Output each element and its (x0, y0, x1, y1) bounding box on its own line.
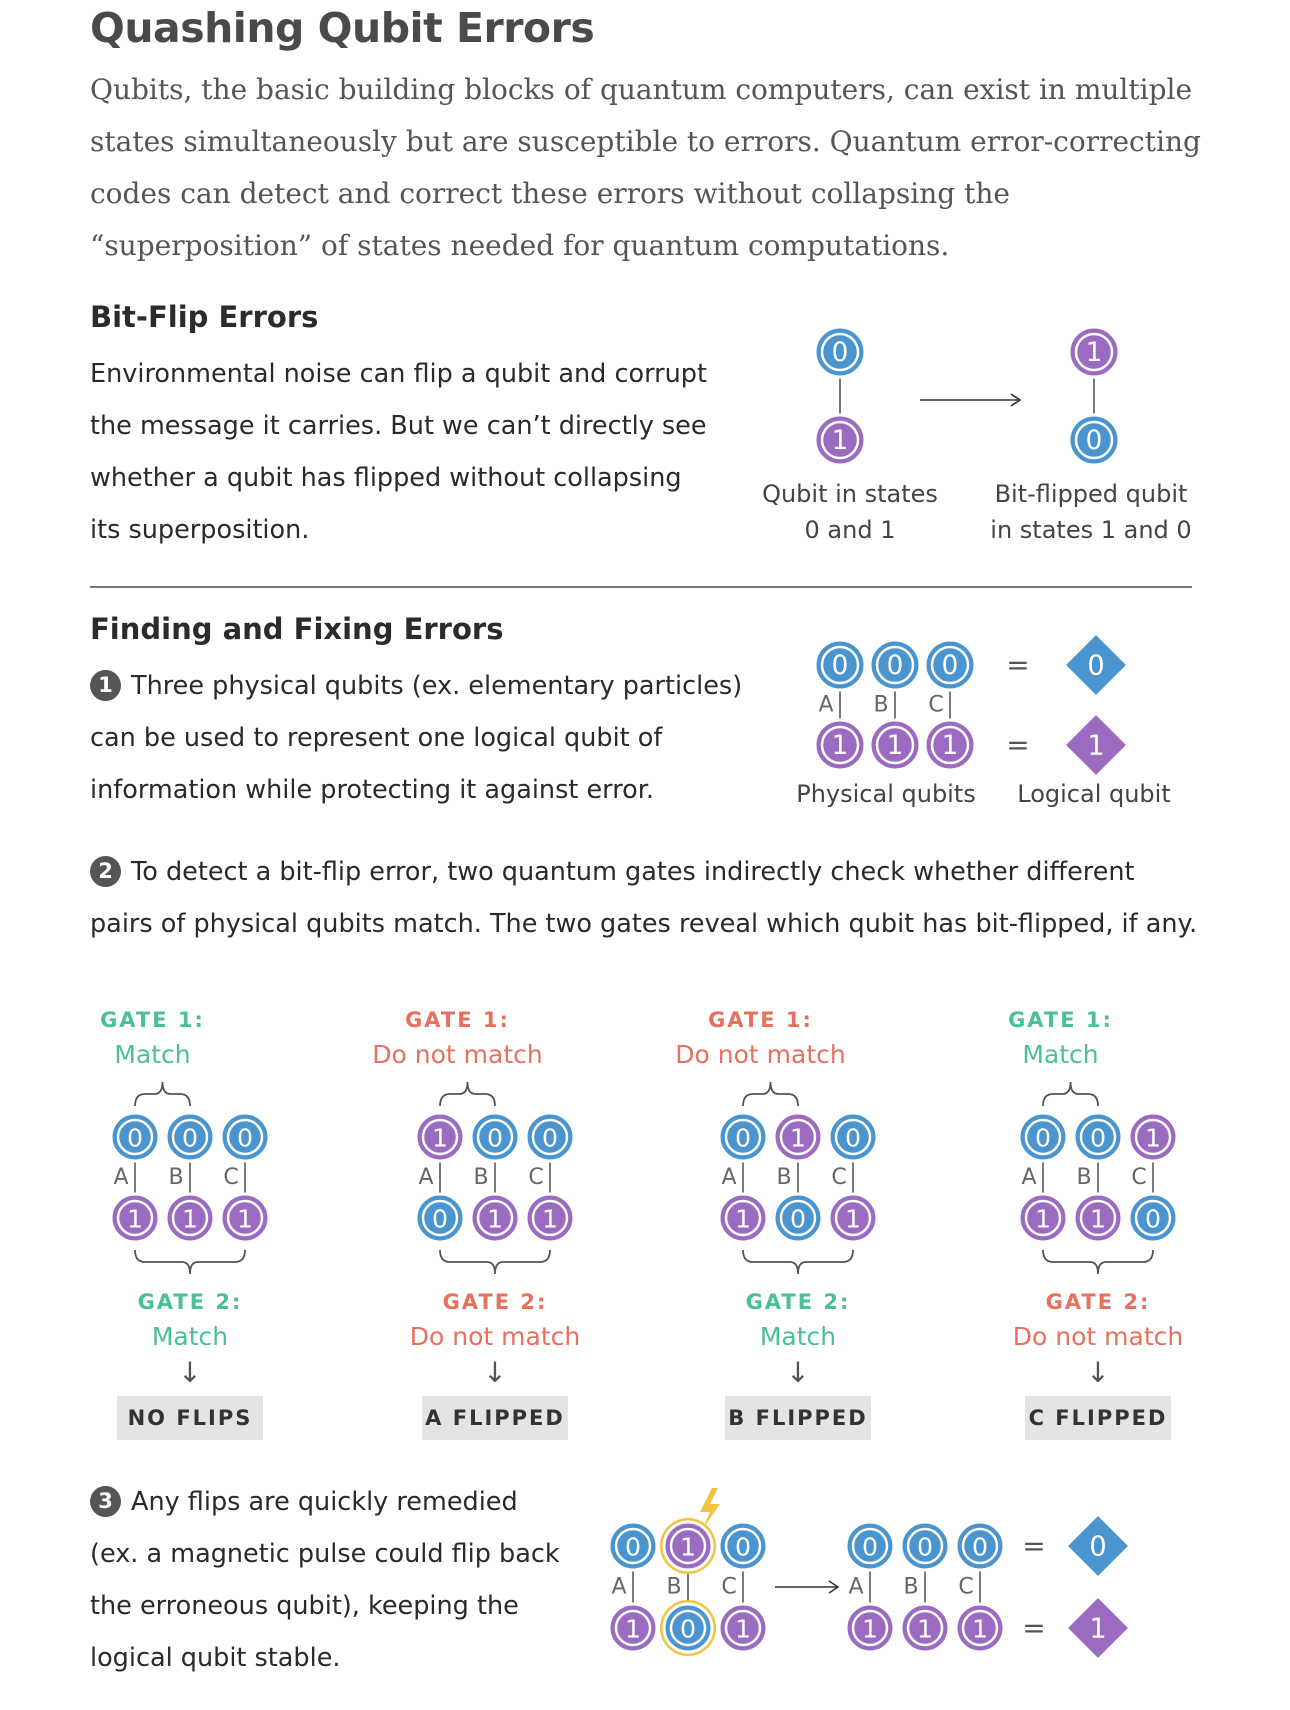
logical-qubit-caption: Logical qubit (1017, 780, 1171, 808)
step1-physical-bottom-0-value: 1 (831, 731, 849, 761)
step3-before-bottom-0-value: 1 (624, 1614, 642, 1644)
step3-equals-top: = (1022, 1529, 1046, 1563)
bitflip-text: Environmental noise can flip a qubit and corrupt the message it carries. But we can’t directly see whether a qubit has flipped without collapsing its superposition. (90, 359, 707, 545)
step3-after-bottom-1-value: 1 (916, 1614, 934, 1644)
step1-text-content: Three physical qubits (ex. elementary particles) can be used to represent one logical qubit of information while protecting it against error. (90, 671, 743, 805)
step3-logical-one-value: 1 (1089, 1613, 1107, 1645)
bitflip-left-caption-line1: Qubit in states (762, 480, 938, 508)
bitflip-left-bottom-qubit-value: 1 (831, 426, 849, 456)
step3-before-label-A: A (611, 1574, 627, 1600)
step1-physical-label-A: A (818, 692, 834, 718)
gate-col-3-top-1-value: 0 (1089, 1123, 1107, 1153)
step1-physical-bottom-2-value: 1 (941, 731, 959, 761)
gate1-brace-1 (440, 1082, 495, 1106)
gate1-label: GATE 1: (1008, 1008, 1113, 1032)
gate1-label: GATE 1: (100, 1008, 205, 1032)
gate-col-0-top-0-value: 0 (126, 1123, 144, 1153)
bitflip-left-caption-line2: 0 and 1 (804, 516, 896, 544)
step3-before-top-0-value: 0 (624, 1532, 642, 1562)
gate2-label: GATE 2: (1045, 1290, 1151, 1314)
step3-before-bottom-2-value: 1 (734, 1614, 752, 1644)
step3-after-top-1-value: 0 (916, 1532, 934, 1562)
gate2-brace-0 (135, 1250, 245, 1274)
gate2-result: Match (759, 1322, 837, 1351)
gate2-brace-2 (743, 1250, 853, 1274)
arrow-down-icon: ↓ (483, 1356, 507, 1389)
gate-col-3-top-0-value: 0 (1034, 1123, 1052, 1153)
gate-col-3-bottom-0-value: 1 (1034, 1204, 1052, 1234)
bitflip-heading: Bit-Flip Errors (90, 300, 319, 334)
arrow-down-icon: ↓ (1086, 1356, 1110, 1389)
step1-physical-top-1-value: 0 (886, 651, 904, 681)
gate-col-2-top-1-value: 1 (789, 1123, 807, 1153)
gate-col-3-bottom-1-value: 1 (1089, 1204, 1107, 1234)
gate-col-1-top-0-value: 1 (431, 1123, 449, 1153)
gate-col-2-label-B: B (776, 1165, 792, 1190)
gate-col-0-top-2-value: 0 (236, 1123, 254, 1153)
step2-number-badge: 2 (90, 856, 121, 887)
arrow-down-icon: ↓ (786, 1356, 810, 1389)
gate2-result: Do not match (409, 1322, 581, 1351)
step1-physical-label-B: B (873, 692, 889, 718)
step3-before-top-1-value: 1 (679, 1532, 697, 1562)
gate-col-2-label-A: A (721, 1165, 737, 1190)
gate-col-1-label-B: B (473, 1165, 489, 1190)
bitflip-right-caption-line2: in states 1 and 0 (990, 516, 1192, 544)
step1-equals-bottom: = (1006, 728, 1030, 762)
gate1-result: Do not match (675, 1040, 846, 1069)
gate-col-2-label-C: C (831, 1165, 847, 1190)
gate-col-2-top-2-value: 0 (844, 1123, 862, 1153)
gate1-brace-2 (743, 1082, 798, 1106)
step1-physical-top-2-value: 0 (941, 651, 959, 681)
gate-col-1-top-2-value: 0 (541, 1123, 559, 1153)
gate2-result: Do not match (1012, 1322, 1184, 1351)
bitflip-right-bottom-qubit-value: 0 (1085, 426, 1103, 456)
step3-equals-bottom: = (1022, 1611, 1046, 1645)
step3-logical-zero-value: 0 (1089, 1531, 1107, 1563)
gate-col-1-label-C: C (528, 1165, 544, 1190)
gate-col-1-top-1-value: 0 (486, 1123, 504, 1153)
flip-result-badge: B FLIPPED (725, 1396, 871, 1440)
gate-col-2-bottom-1-value: 0 (789, 1204, 807, 1234)
gate1-result: Match (1022, 1040, 1099, 1069)
gate2-result: Match (151, 1322, 229, 1351)
gate2-brace-3 (1043, 1250, 1153, 1274)
flip-result-badge: C FLIPPED (1025, 1396, 1171, 1440)
gate-col-0-label-B: B (168, 1165, 184, 1190)
step2-text-content: To detect a bit-flip error, two quantum gates indirectly check whether different pairs of physical qubits match. The two gates reveal which qubit has bit-flipped, if any. (90, 857, 1198, 939)
step1-physical-label-C: C (928, 692, 944, 718)
arrow-down-icon: ↓ (178, 1356, 202, 1389)
gate1-brace-0 (135, 1082, 190, 1106)
gate-col-0-top-1-value: 0 (181, 1123, 199, 1153)
gate-col-1-bottom-2-value: 1 (541, 1204, 559, 1234)
gate-col-1-bottom-1-value: 1 (486, 1204, 504, 1234)
finding-heading: Finding and Fixing Errors (90, 612, 504, 646)
physical-qubits-caption: Physical qubits (796, 780, 976, 808)
gate-col-0-label-C: C (223, 1165, 239, 1190)
gate-col-1-label-A: A (418, 1165, 434, 1190)
gate2-label: GATE 2: (137, 1290, 243, 1314)
step1-physical-top-0-value: 0 (831, 651, 849, 681)
gate-col-0-label-A: A (113, 1165, 129, 1190)
gate-col-3-label-A: A (1021, 1165, 1037, 1190)
gate-col-0-bottom-1-value: 1 (181, 1204, 199, 1234)
gate2-brace-1 (440, 1250, 550, 1274)
step3-after-top-0-value: 0 (861, 1532, 879, 1562)
step3-after-label-C: C (958, 1574, 974, 1600)
gate-col-3-bottom-2-value: 0 (1144, 1204, 1162, 1234)
step3-after-label-A: A (848, 1574, 864, 1600)
step3-before-bottom-1-value: 0 (679, 1614, 697, 1644)
bitflip-right-top-qubit-value: 1 (1085, 338, 1103, 368)
step1-logical-zero-value: 0 (1087, 650, 1105, 682)
gate2-label: GATE 2: (442, 1290, 548, 1314)
gate1-brace-3 (1043, 1082, 1098, 1106)
step3-after-bottom-0-value: 1 (861, 1614, 879, 1644)
gate-col-0-bottom-0-value: 1 (126, 1204, 144, 1234)
step3-before-label-B: B (666, 1574, 682, 1600)
flip-result-badge: NO FLIPS (117, 1396, 263, 1440)
page-title: Quashing Qubit Errors (90, 4, 595, 52)
gate1-label: GATE 1: (708, 1008, 813, 1032)
step3-number-badge: 3 (90, 1486, 121, 1517)
gate-col-3-label-C: C (1131, 1165, 1147, 1190)
gate-col-1-bottom-0-value: 0 (431, 1204, 449, 1234)
step3-before-label-C: C (721, 1574, 737, 1600)
gate-col-2-bottom-2-value: 1 (844, 1204, 862, 1234)
gate2-label: GATE 2: (745, 1290, 851, 1314)
step3-after-bottom-2-value: 1 (971, 1614, 989, 1644)
step3-text-content: Any flips are quickly remedied (ex. a magnetic pulse could flip back the erroneous qubit), keeping the logical qubit stable. (90, 1487, 560, 1673)
gate1-label: GATE 1: (405, 1008, 510, 1032)
step1-physical-bottom-1-value: 1 (886, 731, 904, 761)
flip-result-badge: A FLIPPED (422, 1396, 568, 1440)
step3-after-top-2-value: 0 (971, 1532, 989, 1562)
step1-equals-top: = (1006, 648, 1030, 682)
step3-after-label-B: B (903, 1574, 919, 1600)
gate-col-3-top-2-value: 1 (1144, 1123, 1162, 1153)
gate-col-2-bottom-0-value: 1 (734, 1204, 752, 1234)
bitflip-left-top-qubit-value: 0 (831, 338, 849, 368)
gate-col-3-label-B: B (1076, 1165, 1092, 1190)
intro-paragraph: Qubits, the basic building blocks of quantum computers, can exist in multiple states simultaneously but are susceptible to errors. Quantum error-correcting codes can detect and correct these errors without collapsing the “superposition” of states needed for quantum computations. (90, 73, 1201, 262)
step1-logical-one-value: 1 (1087, 730, 1105, 762)
gate1-result: Match (114, 1040, 191, 1069)
gate-col-0-bottom-2-value: 1 (236, 1204, 254, 1234)
gate1-result: Do not match (372, 1040, 543, 1069)
bitflip-right-caption-line1: Bit-flipped qubit (994, 480, 1188, 508)
gate-col-2-top-0-value: 0 (734, 1123, 752, 1153)
step3-before-top-2-value: 0 (734, 1532, 752, 1562)
step1-number-badge: 1 (90, 670, 121, 701)
